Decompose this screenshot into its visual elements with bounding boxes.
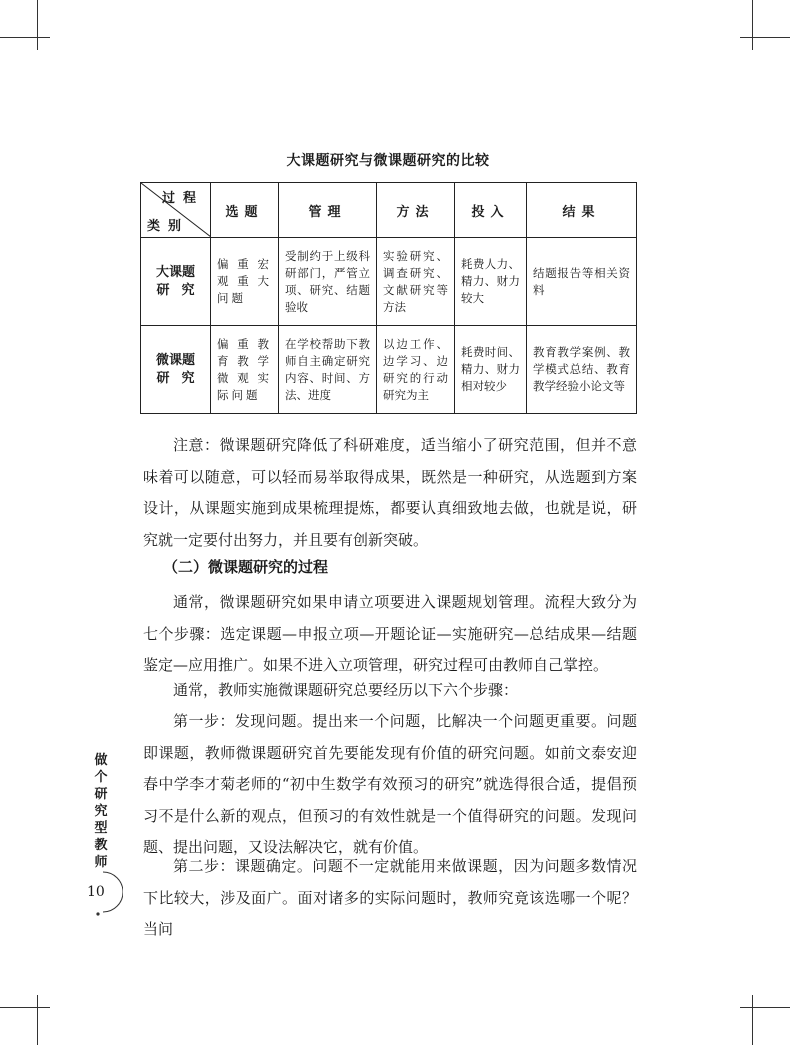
crop-mark xyxy=(740,37,790,38)
column-header: 结果 xyxy=(527,183,637,238)
paragraph: 第二步：课题确定。问题不一定就能用来做课题，因为问题多数情况下比较大，涉及面广。面对诸多的实际问题时，教师究竟该选哪一个呢？当问 xyxy=(143,857,637,938)
table-cell: 在学校帮助下教师自主确定研究内容、时间、方法、进度 xyxy=(279,326,377,414)
corner-bottom-label: 类别 xyxy=(147,219,190,234)
crop-mark xyxy=(740,1007,790,1008)
table-cell: 偏重教育教学微观实际问题 xyxy=(211,326,279,414)
crop-mark xyxy=(0,1007,50,1008)
table-row xyxy=(141,326,637,414)
table-cell: 耗费时间、精力、财力相对较少 xyxy=(455,326,527,414)
row-header: 微课题 研究 xyxy=(141,326,211,414)
table-cell: 结题报告等相关资料 xyxy=(527,238,637,326)
table-cell: 受制约于上级科研部门，严管立项、研究、结题验收 xyxy=(279,238,377,326)
crop-mark xyxy=(0,37,50,38)
row-header: 大课题 研究 xyxy=(141,238,211,326)
column-header: 选题 xyxy=(211,183,279,238)
table-header-row xyxy=(141,183,637,238)
section-heading: （二）微课题研究的过程 xyxy=(163,558,329,576)
column-header: 投入 xyxy=(455,183,527,238)
paragraph: 注意：微课题研究降低了科研难度，适当缩小了研究范围，但并不意味着可以随意，可以轻而易举取得成果，既然是一种研究，从选题到方案设计，从课题实施到成果梳理提炼，都要认真细致地去做，也就是说，研究就一定要付出努力，并且要有创新突破。 xyxy=(143,436,637,549)
paragraph: 通常，教师实施微课题研究总要经历以下六个步骤： xyxy=(173,681,519,699)
table-cell: 实验研究、调查研究、文献研究等方法 xyxy=(377,238,455,326)
page-number: 10 xyxy=(87,884,105,900)
table-cell: 以边工作、边学习、边研究的行动研究为主 xyxy=(377,326,455,414)
paragraph: 通常，微课题研究如果申请立项要进入课题规划管理。流程大致分为七个步骤：选定课题—申报立项—开题论证—实施研究—总结成果—结题鉴定—应用推广。如果不进入立项管理，研究过程可由教师自己掌控。 xyxy=(143,593,637,674)
table-cell: 偏重宏观重大问题 xyxy=(211,238,279,326)
corner-top-label: 过程 xyxy=(161,191,204,206)
crop-mark xyxy=(37,995,38,1045)
column-header: 管理 xyxy=(279,183,377,238)
crop-mark xyxy=(37,0,38,50)
comparison-table xyxy=(140,182,637,414)
corner-cell xyxy=(141,183,211,238)
paragraph: 第一步：发现问题。提出来一个问题，比解决一个问题更重要。问题即课题，教师微课题研究首先要能发现有价值的研究问题。如前文泰安迎春中学李才菊老师的“初中生数学有效预习的研究”就选得很合适，提倡预习不是什么新的观点，但预习的有效性就是一个值得研究的问题。发现问题、提出问题，又设法解决它，就有价值。 xyxy=(143,712,637,856)
column-header: 方法 xyxy=(377,183,455,238)
crop-mark xyxy=(752,995,753,1045)
table-cell: 教育教学案例、教学模式总结、教育教学经验小论文等 xyxy=(527,326,637,414)
table-row xyxy=(141,238,637,326)
table-cell: 耗费人力、精力、财力较大 xyxy=(455,238,527,326)
side-title: 做 个 研 究 型 教 师 xyxy=(94,753,108,870)
crop-mark xyxy=(752,0,753,50)
table-caption: 大课题研究与微课题研究的比较 xyxy=(286,153,490,169)
